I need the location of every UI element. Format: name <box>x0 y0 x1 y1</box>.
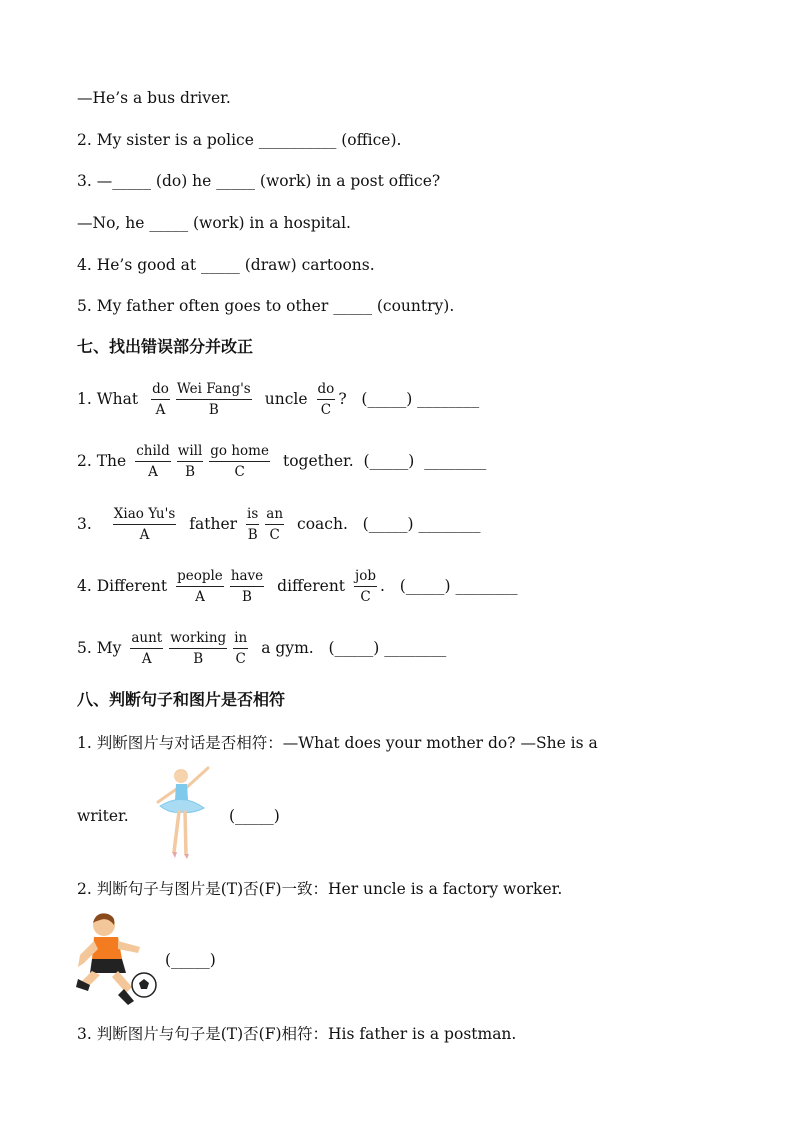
item-suffix: ? (_____) ________ <box>338 390 480 408</box>
option-c: $\frac{in}{C}$ <box>234 629 248 667</box>
option-b: $\frac{\text{will}}{B}$ <box>177 442 203 480</box>
question-3-line: 3. 判断图片与句子是(T)否(F)相符：His father is a postman. <box>77 1025 517 1043</box>
option-b: $\frac{\text{have}}{B}$ <box>230 567 264 605</box>
line-country: 5. My father often goes to other _____ (country). <box>77 297 455 315</box>
item-prefix: 2. The <box>77 452 127 470</box>
item-middle: father <box>189 515 238 533</box>
option-a: $\frac{\text{aunt}}{A}$ <box>131 629 163 667</box>
option-b: $\frac{\text{working}}{B}$ <box>170 629 227 667</box>
question-1-line-2: writer. <box>77 807 129 825</box>
line-do-work: 3. —_____ (do) he _____ (work) in a post office? <box>77 172 441 190</box>
option-a: $\frac{\text{people}}{A}$ <box>177 567 223 605</box>
option-c: $\frac{do}{C}$ <box>317 380 335 418</box>
option-b: $\frac{\text{Wei Fang's}}{B}$ <box>176 380 251 418</box>
item-prefix: 4. Different <box>77 577 168 595</box>
question-1-line-1: 1. 判断图片与对话是否相符：—What does your mother do? —She is a <box>77 734 598 752</box>
error-item-5 <box>77 628 446 668</box>
item-prefix: 3. <box>77 515 92 533</box>
item-suffix: . (_____) ________ <box>380 577 518 595</box>
option-a: $\frac{do}{A}$ <box>152 380 169 418</box>
ballerina-image <box>152 766 216 860</box>
line-no-hospital: —No, he _____ (work) in a hospital. <box>77 214 351 232</box>
line-draw-cartoons: 4. He’s good at _____ (draw) cartoons. <box>77 256 375 274</box>
option-a: $\frac{\text{Xiao Yu's}}{A}$ <box>113 505 176 543</box>
item-suffix: coach. (_____) ________ <box>297 515 481 533</box>
option-c: $\frac{\text{job}}{C}$ <box>355 567 376 605</box>
error-item-2 <box>77 441 486 481</box>
item-suffix: together. (_____) ________ <box>282 452 487 470</box>
question-2-line: 2. 判断句子与图片是(T)否(F)一致：Her uncle is a factory worker. <box>77 880 563 898</box>
option-a: $\frac{\text{child}}{A}$ <box>136 442 170 480</box>
error-item-3 <box>77 504 480 544</box>
error-item-1 <box>77 379 479 419</box>
question-1-blank[interactable]: (_____) <box>229 807 280 825</box>
soccer-player-image <box>74 911 160 1005</box>
line-police-office: 2. My sister is a police __________ (office). <box>77 131 402 149</box>
option-c: $\frac{an}{C}$ <box>266 505 284 543</box>
error-item-4 <box>77 566 517 606</box>
section-7-title: 七、找出错误部分并改正 <box>77 337 254 356</box>
item-middle: uncle <box>264 390 308 408</box>
item-suffix: a gym. (_____) ________ <box>261 639 447 657</box>
item-middle: different <box>277 577 346 595</box>
option-c: $\frac{\text{go home}}{C}$ <box>210 442 269 480</box>
item-prefix: 1. What <box>77 390 139 408</box>
option-b: $\frac{is}{B}$ <box>247 505 259 543</box>
question-2-blank[interactable]: (_____) <box>165 951 216 969</box>
section-8-title: 八、判断句子和图片是否相符 <box>77 690 286 709</box>
line-bus-driver: —He’s a bus driver. <box>77 89 231 107</box>
item-prefix: 5. My <box>77 639 122 657</box>
